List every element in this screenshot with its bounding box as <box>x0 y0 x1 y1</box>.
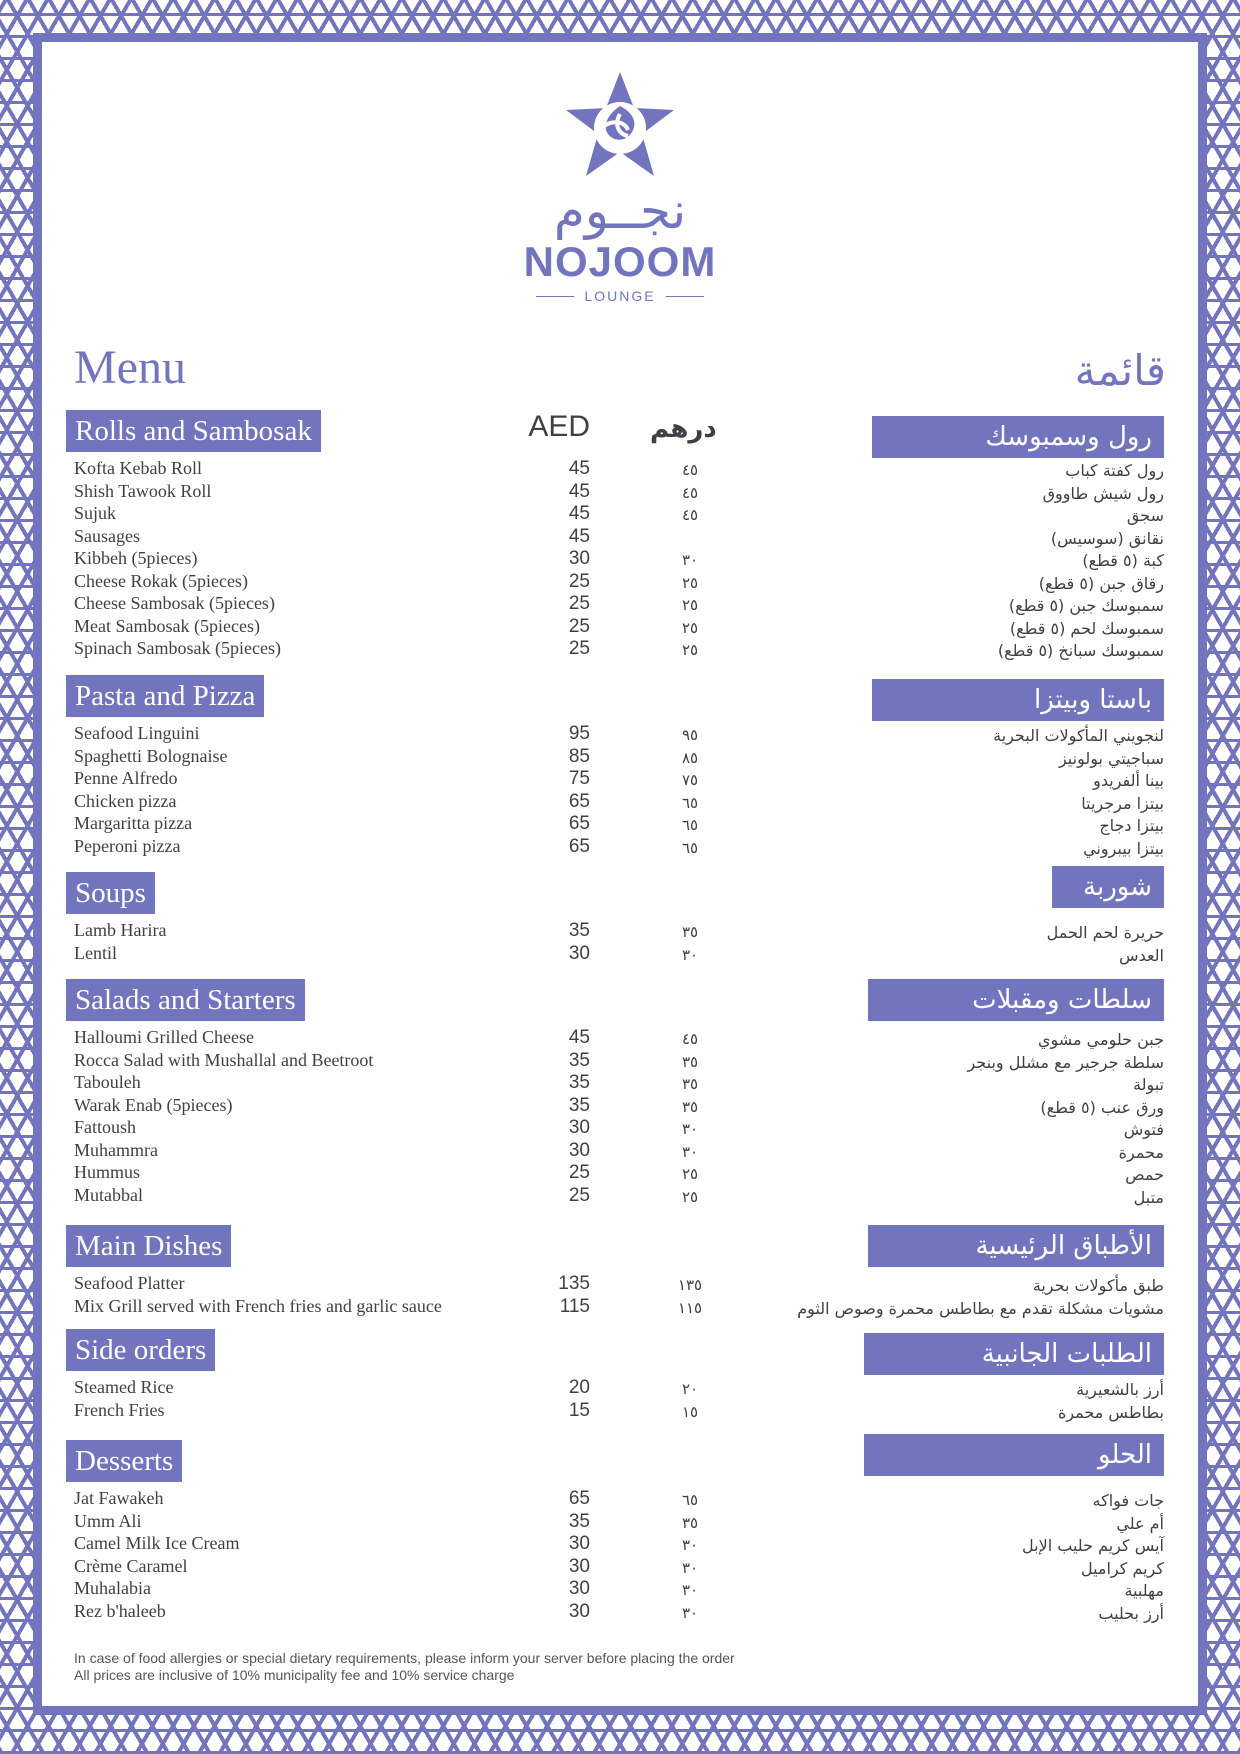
item-name: Tabouleh <box>74 1072 141 1092</box>
menu-item <box>0 616 1240 638</box>
item-price-arabic: ٦٥ <box>681 1491 699 1509</box>
item-price: 30 <box>568 1117 590 1138</box>
menu-item <box>0 1377 1240 1399</box>
item-name: Rez b'haleeb <box>74 1600 166 1621</box>
menu-item <box>0 571 1240 593</box>
divider <box>536 296 574 297</box>
item-price: 30 <box>568 1533 590 1554</box>
item-name-arabic: بينا ألفريدو <box>1093 771 1164 790</box>
item-price-arabic: ٢٥ <box>681 1165 699 1183</box>
item-name-arabic: طبق مأكولات بحرية <box>1032 1276 1164 1295</box>
item-price: 20 <box>568 1377 590 1398</box>
item-name-arabic: أم علي <box>1116 1513 1164 1533</box>
item-name: Lamb Harira <box>74 920 167 940</box>
brand-subtitle: LOUNGE <box>584 288 656 304</box>
item-price: 65 <box>568 790 590 812</box>
section-title: Main Dishes <box>66 1225 231 1267</box>
item-price: 65 <box>568 1488 590 1509</box>
item-price: 135 <box>558 1273 590 1294</box>
item-name: Margaritta pizza <box>74 813 193 833</box>
item-name: Jat Fawakeh <box>74 1488 164 1508</box>
section-title-arabic: الطلبات الجانبية <box>864 1333 1164 1375</box>
item-name: Lentil <box>74 942 117 963</box>
menu-item <box>0 1511 1240 1533</box>
item-price: 35 <box>568 1072 590 1093</box>
item-name: Warak Enab (5pieces) <box>74 1094 233 1115</box>
star-emblem-icon <box>562 68 678 180</box>
item-name-arabic: سمبوسك سبانخ (٥ قطع) <box>997 641 1164 660</box>
item-price: 45 <box>568 1027 590 1048</box>
item-name: Camel Milk Ice Cream <box>74 1533 240 1553</box>
item-name-arabic: جات فواكه <box>1092 1491 1164 1510</box>
item-name: Sausages <box>74 525 140 546</box>
menu-title-arabic: قائمة <box>1074 346 1166 395</box>
item-name: Kibbeh (5pieces) <box>74 548 198 568</box>
item-name-arabic: أرز بحليب <box>1098 1603 1164 1623</box>
item-name: Muhammra <box>74 1139 158 1160</box>
menu-item <box>0 481 1240 503</box>
item-name-arabic: سمبوسك جبن (٥ قطع) <box>1008 596 1164 615</box>
item-price-arabic: ٣٠ <box>681 945 699 964</box>
item-name: French Fries <box>74 1399 165 1420</box>
item-name: Umm Ali <box>74 1510 142 1531</box>
section-title: Side orders <box>66 1329 215 1371</box>
allergy-note: In case of food allergies or special dietary requirements, please inform your server before placing the order <box>74 1650 735 1666</box>
item-price-arabic: ٨٥ <box>681 748 699 767</box>
brand-logo <box>500 68 740 304</box>
item-price-arabic: ٣٥ <box>681 1075 699 1093</box>
menu-item <box>0 943 1240 965</box>
item-price-arabic: ٣٠ <box>681 1142 699 1161</box>
item-price-arabic: ٦٥ <box>681 816 699 834</box>
item-name-arabic: سجق <box>1126 506 1164 525</box>
item-name-arabic: ورق عنب (٥ قطع) <box>1040 1097 1164 1117</box>
item-price: 35 <box>568 920 590 941</box>
menu-item <box>0 1140 1240 1162</box>
item-price: 75 <box>568 768 590 789</box>
currency-header-arabic: درهم <box>650 414 717 444</box>
item-price-arabic: ٦٥ <box>681 838 699 857</box>
item-price: 45 <box>568 525 590 547</box>
item-price-arabic: ٣٥ <box>681 923 699 941</box>
item-price: 25 <box>568 593 590 614</box>
item-price-arabic: ٣٠ <box>681 1581 699 1599</box>
item-price: 30 <box>568 1578 590 1599</box>
item-price-arabic: ٤٥ <box>681 1030 699 1048</box>
item-name-arabic: بيتزا مرجريتا <box>1081 793 1164 813</box>
item-name-arabic: جبن حلومي مشوي <box>1037 1030 1164 1049</box>
section-title-arabic: رول وسمبوسك <box>872 416 1164 458</box>
item-price: 30 <box>568 548 590 569</box>
menu-item <box>0 1185 1240 1207</box>
menu-item <box>0 813 1240 835</box>
item-price: 45 <box>568 458 590 479</box>
menu-item <box>0 526 1240 548</box>
item-name: Crème Caramel <box>74 1555 188 1576</box>
item-name: Seafood Platter <box>74 1273 185 1293</box>
brand-name: NOJOOM <box>523 238 717 285</box>
item-name: Spinach Sambosak (5pieces) <box>74 638 281 658</box>
item-price: 45 <box>568 503 590 524</box>
item-name: Steamed Rice <box>74 1377 174 1397</box>
item-name-arabic: رقاق جبن (٥ قطع) <box>1038 573 1164 593</box>
item-name-arabic: رول كفتة كباب <box>1065 461 1164 480</box>
pricing-note: All prices are inclusive of 10% municipality fee and 10% service charge <box>74 1667 515 1683</box>
item-price: 25 <box>568 1162 590 1183</box>
item-price: 35 <box>568 1510 590 1532</box>
menu-item <box>0 548 1240 570</box>
item-price-arabic: ٤٥ <box>681 461 699 479</box>
item-name-arabic: سلطة جرجير مع مشلل وبنجر <box>967 1052 1164 1072</box>
item-price-arabic: ١١٥ <box>677 1298 703 1317</box>
menu-item <box>0 1556 1240 1578</box>
item-name: Halloumi Grilled Cheese <box>74 1027 254 1047</box>
item-price-arabic: ٣٥ <box>681 1097 699 1116</box>
item-name: Hummus <box>74 1162 141 1182</box>
item-name-arabic: بيتزا دجاج <box>1099 816 1164 835</box>
item-name-arabic: نقانق (سوسيس) <box>1050 528 1164 548</box>
item-price-arabic: ٣٠ <box>681 551 699 569</box>
item-price: 25 <box>568 638 590 659</box>
item-price-arabic: ٢٥ <box>681 618 699 637</box>
menu-item <box>0 768 1240 790</box>
section-title: Rolls and Sambosak <box>66 410 321 452</box>
item-price: 115 <box>559 1295 590 1317</box>
item-price-arabic: ٤٥ <box>681 506 699 524</box>
item-name-arabic: مهلبية <box>1124 1581 1164 1600</box>
menu-item <box>0 1095 1240 1117</box>
item-price: 25 <box>568 1184 590 1206</box>
menu-title: Menu <box>74 341 186 394</box>
item-name-arabic: بيتزا بيبروني <box>1083 838 1164 858</box>
item-price-arabic: ٢٥ <box>681 641 699 659</box>
item-name: Kofta Kebab Roll <box>74 458 202 478</box>
item-name: Meat Sambosak (5pieces) <box>74 615 260 636</box>
item-name-arabic: العدس <box>1119 945 1164 965</box>
item-price-arabic: ١٥ <box>681 1402 699 1421</box>
item-price-arabic: ٧٥ <box>681 771 699 789</box>
item-name-arabic: محمرة <box>1118 1142 1164 1162</box>
item-price-arabic: ٣٠ <box>681 1558 699 1577</box>
item-name: Penne Alfredo <box>74 768 178 788</box>
item-price: 15 <box>568 1399 590 1421</box>
item-price-arabic: ٢٥ <box>681 596 699 614</box>
item-name-arabic: بطاطس محمرة <box>1057 1402 1164 1422</box>
section-title-arabic: باستا وبيتزا <box>872 679 1164 721</box>
item-price-arabic: ٢٠ <box>681 1380 699 1398</box>
divider <box>666 296 704 297</box>
item-price: 35 <box>568 1049 590 1071</box>
brand-name-arabic: نجــوم <box>553 182 687 240</box>
item-price: 45 <box>568 480 590 502</box>
item-name: Mix Grill served with French fries and garlic sauce <box>74 1295 442 1316</box>
menu-item <box>0 1601 1240 1623</box>
item-name-arabic: سباجيتي بولونيز <box>1058 748 1164 768</box>
item-price-arabic: ٢٥ <box>681 573 699 592</box>
menu-item <box>0 1488 1240 1510</box>
item-name: Spaghetti Bolognaise <box>74 745 228 766</box>
menu-item <box>0 1162 1240 1184</box>
menu-item <box>0 1578 1240 1600</box>
item-price: 25 <box>568 615 590 637</box>
item-name-arabic: رول شيش طاووق <box>1042 483 1164 503</box>
item-name: Seafood Linguini <box>74 723 200 743</box>
item-name-arabic: حريرة لحم الحمل <box>1046 923 1164 942</box>
menu-item <box>0 746 1240 768</box>
item-name: Rocca Salad with Mushallal and Beetroot <box>74 1049 374 1070</box>
menu-item <box>0 791 1240 813</box>
item-name: Muhalabia <box>74 1578 151 1598</box>
item-name-arabic: مشويات مشكلة تقدم مع بطاطس محمرة وصوص الثوم <box>797 1298 1164 1318</box>
menu-item <box>0 1027 1240 1049</box>
item-price: 95 <box>568 723 590 744</box>
item-name-arabic: كريم كراميل <box>1080 1558 1164 1578</box>
item-name: Cheese Rokak (5pieces) <box>74 570 248 591</box>
item-name: Fattoush <box>74 1117 137 1137</box>
item-name-arabic: سمبوسك لحم (٥ قطع) <box>1009 618 1164 638</box>
item-name: Mutabbal <box>74 1184 143 1205</box>
menu-item <box>0 1296 1240 1318</box>
item-price: 65 <box>568 835 590 857</box>
item-price-arabic: ٣٠ <box>681 1120 699 1138</box>
item-price-arabic: ٣٥ <box>681 1052 699 1071</box>
brand-subtitle-row <box>500 288 740 304</box>
item-price: 25 <box>568 570 590 592</box>
item-name: Sujuk <box>74 503 117 523</box>
footer-notes <box>74 1650 735 1684</box>
item-name-arabic: متبل <box>1133 1187 1164 1207</box>
item-name: Cheese Sambosak (5pieces) <box>74 593 275 613</box>
menu-item <box>0 503 1240 525</box>
item-price-arabic: ٦٥ <box>681 793 699 812</box>
menu-item <box>0 593 1240 615</box>
menu-item <box>0 920 1240 942</box>
item-price: 85 <box>568 745 590 767</box>
item-name-arabic: آيس كريم حليب الإبل <box>1022 1536 1164 1555</box>
item-name-arabic: حمص <box>1125 1165 1164 1184</box>
section-title: Salads and Starters <box>66 979 305 1021</box>
menu-item <box>0 1050 1240 1072</box>
item-price-arabic: ١٣٥ <box>677 1276 703 1294</box>
menu-item <box>0 638 1240 660</box>
item-name-arabic: تبولة <box>1133 1075 1164 1094</box>
menu-item <box>0 1072 1240 1094</box>
menu-item <box>0 1273 1240 1295</box>
item-name: Peperoni pizza <box>74 835 181 856</box>
item-name-arabic: لنجويني المأكولات البحرية <box>993 726 1164 745</box>
item-price: 30 <box>568 1139 590 1161</box>
item-name-arabic: فتوش <box>1123 1120 1164 1139</box>
currency-header: AED <box>528 410 590 443</box>
item-price-arabic: ٣٠ <box>681 1536 699 1554</box>
section-title-arabic: الأطباق الرئيسية <box>868 1225 1164 1267</box>
menu-item <box>0 1533 1240 1555</box>
section-title-arabic: سلطات ومقبلات <box>868 979 1164 1021</box>
menu-item <box>0 836 1240 858</box>
item-name: Shish Tawook Roll <box>74 480 212 501</box>
menu-item <box>0 458 1240 480</box>
item-price: 30 <box>568 942 590 964</box>
item-name-arabic: أرز بالشعيرية <box>1076 1380 1164 1399</box>
section-title: Soups <box>66 872 155 914</box>
menu-item <box>0 1400 1240 1422</box>
section-title-arabic: الحلو <box>864 1434 1164 1476</box>
menu-item <box>0 1117 1240 1139</box>
item-name-arabic: كبة (٥ قطع) <box>1082 551 1164 570</box>
item-price: 65 <box>568 813 590 834</box>
item-price-arabic: ٣٥ <box>681 1513 699 1532</box>
menu-item <box>0 723 1240 745</box>
item-price-arabic: ٣٠ <box>681 1603 699 1622</box>
item-price-arabic: ٤٥ <box>681 483 699 502</box>
section-title: Pasta and Pizza <box>66 675 264 717</box>
item-price-arabic: ٢٥ <box>681 1187 699 1206</box>
item-name: Chicken pizza <box>74 790 177 811</box>
item-price: 30 <box>568 1600 590 1622</box>
section-title: Desserts <box>66 1440 182 1482</box>
item-price: 30 <box>568 1555 590 1577</box>
item-price-arabic: ٩٥ <box>681 726 699 744</box>
section-title-arabic: شوربة <box>1052 866 1164 908</box>
item-price: 35 <box>568 1094 590 1116</box>
